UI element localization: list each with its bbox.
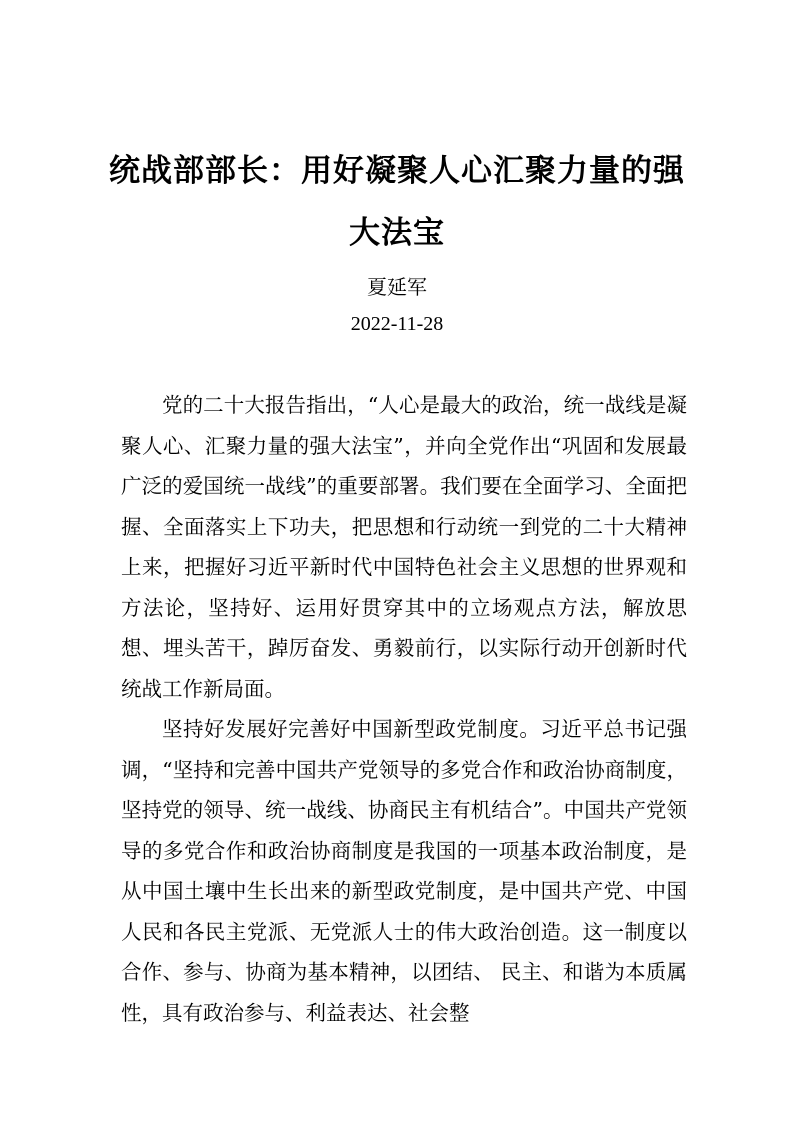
document-title-line-2: 大法宝 (349, 215, 445, 251)
document-title-line-1: 统战部部长：用好凝聚人心汇聚力量的强 (109, 153, 685, 189)
publish-date: 2022-11-28 (350, 313, 444, 335)
author-name: 夏延军 (367, 277, 427, 299)
paragraph: 党的二十大报告指出，“人心是最大的政治，统一战线是凝聚人心、汇聚力量的强大法宝”，并向全党作出“巩固和发展最广泛的爱国统一战线”的重要部署。我们要在全面学习、全面把握、全面落实上下功夫，把思想和行动统一到党的二十大精神上来，把握好习近平新时代中国特色社会主义思想的世界观和方法论，坚持好、运用好贯穿其中的立场观点方法，解放思想、埋头苦干，踔厉奋发、勇毅前行，以实际行动开创新时代统战工作新局面。 (121, 393, 687, 701)
article-body (121, 385, 687, 1033)
paragraph: 坚持好发展好完善好中国新型政党制度。习近平总书记强调，“坚持和完善中国共产党领导的多党合作和政治协商制度，坚持党的领导、统一战线、协商民主有机结合”。中国共产党领导的多党合作和政治协商制度是我国的一项基本政治制度，是从中国土壤中生长出来的新型政党制度，是中国共产党、中国人民和各民主党派、无党派人士的伟大政治创造。这一制度以合作、参与、协商为基本精神，以团结、 民主、和谐为本质属性，具有政治参与、利益表达、社会整 (121, 717, 687, 1025)
